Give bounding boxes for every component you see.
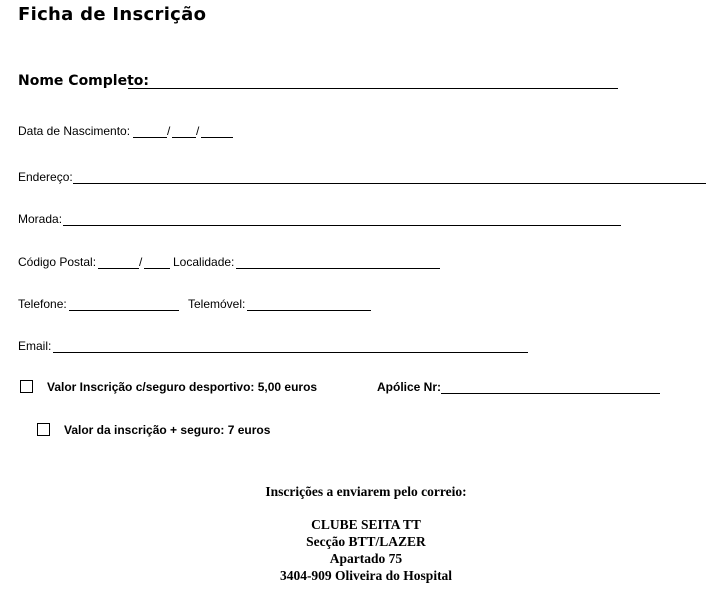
mobile-label: Telemóvel: xyxy=(188,297,246,311)
locality-field[interactable] xyxy=(236,268,440,269)
address-field[interactable] xyxy=(73,183,706,184)
postal-city: 3404-909 Oliveira do Hospital xyxy=(279,568,453,583)
birth-date-label: Data de Nascimento: xyxy=(18,124,131,138)
policy-number-label: Apólice Nr: xyxy=(377,380,442,394)
residence-field[interactable] xyxy=(63,225,621,226)
postal-code-suffix-field[interactable] xyxy=(144,268,170,269)
club-name: CLUBE SEITA TT xyxy=(311,517,421,532)
postal-code-separator: / xyxy=(139,255,143,269)
email-label: Email: xyxy=(18,339,52,353)
birth-date-separator: / xyxy=(167,124,171,138)
mail-instructions: Inscrições a enviarem pelo correio: xyxy=(265,484,467,499)
birth-day-field[interactable] xyxy=(133,137,167,138)
locality-label: Localidade: xyxy=(173,255,235,269)
club-section: Secção BTT/LAZER xyxy=(306,534,426,549)
email-field[interactable] xyxy=(53,352,528,353)
postal-code-prefix-field[interactable] xyxy=(98,268,139,269)
po-box: Apartado 75 xyxy=(329,551,403,566)
insurance-option-label: Valor Inscrição c/seguro desportivo: 5,00 euros xyxy=(47,380,318,394)
registration-insurance-label: Valor da inscrição + seguro: 7 euros xyxy=(64,423,271,437)
policy-number-field[interactable] xyxy=(441,393,660,394)
insurance-option-checkbox[interactable] xyxy=(20,380,33,393)
residence-label: Morada: xyxy=(18,212,63,226)
mailing-address xyxy=(0,516,718,584)
full-name-label: Nome Completo: xyxy=(18,73,149,89)
birth-month-field[interactable] xyxy=(172,137,196,138)
full-name-field[interactable] xyxy=(128,88,618,89)
birth-year-field[interactable] xyxy=(201,137,233,138)
postal-code-label: Código Postal: xyxy=(18,255,97,269)
mobile-field[interactable] xyxy=(247,310,371,311)
phone-label: Telefone: xyxy=(18,297,67,311)
birth-date-separator: / xyxy=(196,124,200,138)
form-title: Ficha de Inscrição xyxy=(18,4,207,25)
phone-field[interactable] xyxy=(69,310,179,311)
registration-insurance-checkbox[interactable] xyxy=(37,423,50,436)
address-label: Endereço: xyxy=(18,170,73,184)
